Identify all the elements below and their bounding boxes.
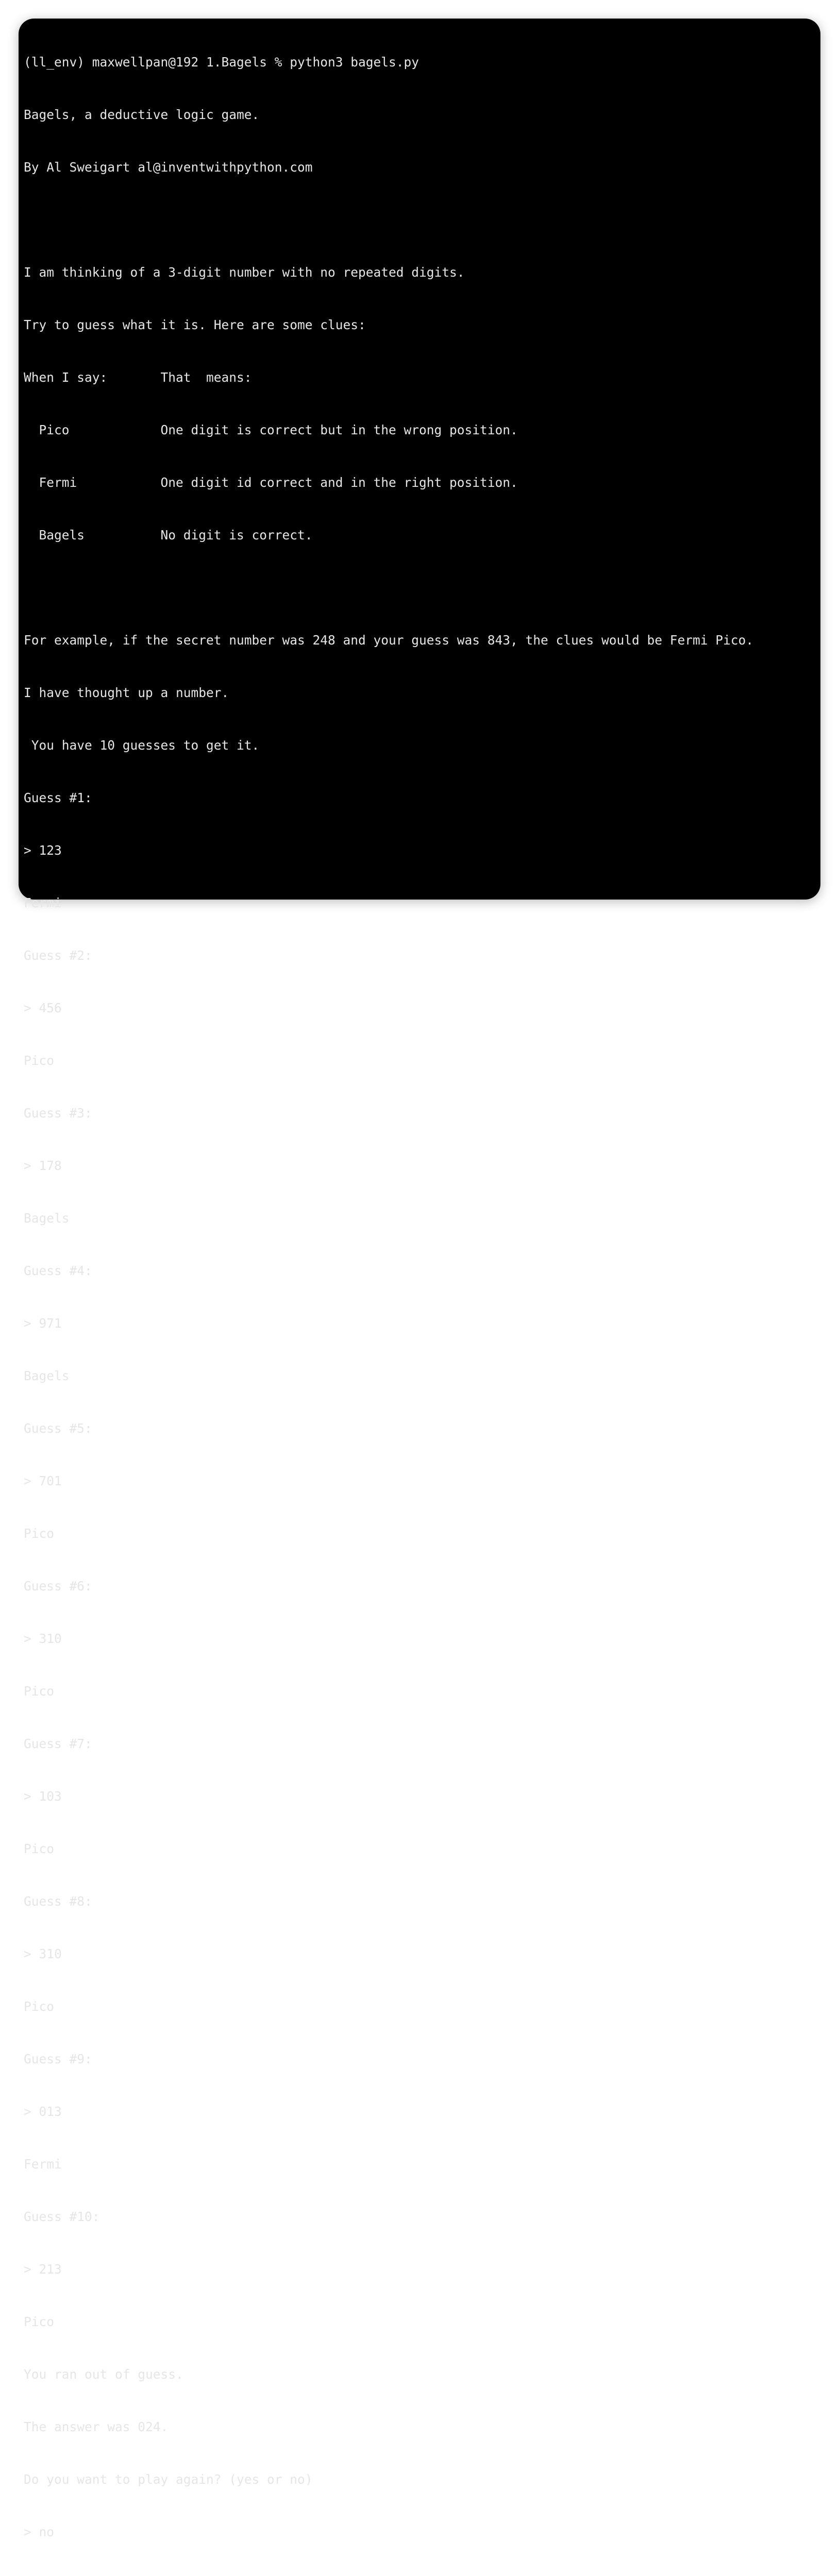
terminal-line	[24, 211, 815, 229]
terminal-line: You have 10 guesses to get it.	[24, 738, 260, 753]
terminal-line: > 310	[24, 1631, 62, 1646]
terminal-line: By Al Sweigart al@inventwithpython.com	[24, 160, 313, 175]
terminal-line: (ll_env) maxwellpan@192 1.Bagels % python3 bagels.py	[24, 55, 420, 70]
terminal-line: Fermi One digit id correct and in the right position.	[24, 475, 518, 490]
terminal-line: Bagels No digit is correct.	[24, 528, 313, 543]
terminal-line: For example, if the secret number was 248 and your guess was 843, the clues would be Fermi Pico.	[24, 633, 754, 648]
terminal-line: Guess #4:	[24, 1263, 92, 1278]
terminal-line: Fermi	[24, 2157, 62, 2172]
terminal-line: Do you want to play again? (yes or no)	[24, 2472, 313, 2487]
terminal-line: > 013	[24, 2104, 62, 2119]
terminal-line: Pico	[24, 1684, 55, 1699]
terminal-line: Pico	[24, 1841, 55, 1856]
terminal-line: Guess #9:	[24, 2052, 92, 2066]
terminal-line: I have thought up a number.	[24, 685, 229, 700]
terminal-window	[19, 19, 820, 2539]
terminal-line: Bagels, a deductive logic game.	[24, 107, 260, 122]
terminal-line: You ran out of guess.	[24, 2367, 183, 2382]
terminal-line: Pico	[24, 1999, 55, 2014]
terminal-line: Bagels	[24, 1368, 70, 1383]
terminal-line: Bagels	[24, 1211, 70, 1226]
terminal-line: > 971	[24, 1316, 62, 1331]
terminal-line: Guess #8:	[24, 1894, 92, 1909]
terminal-line: Guess #7:	[24, 1736, 92, 1751]
terminal-line: Pico	[24, 1526, 55, 1541]
terminal-line: > 310	[24, 1946, 62, 1961]
terminal-line: Guess #6:	[24, 1579, 92, 1594]
terminal-line: Guess #5:	[24, 1421, 92, 1436]
terminal-line: Try to guess what it is. Here are some clues:	[24, 317, 366, 332]
terminal-line: Guess #1:	[24, 790, 92, 805]
terminal-line: > 701	[24, 1473, 62, 1488]
terminal-line	[24, 579, 815, 597]
terminal-line: Guess #10:	[24, 2209, 100, 2224]
terminal-line: Pico	[24, 2314, 55, 2329]
terminal-line: > 456	[24, 1001, 62, 1015]
terminal-line: When I say: That means:	[24, 370, 252, 385]
terminal-line: The answer was 024.	[24, 2419, 169, 2434]
terminal-output[interactable]	[24, 19, 815, 2539]
terminal-line: > no	[24, 2524, 55, 2539]
terminal-line: Pico One digit is correct but in the wrong position.	[24, 422, 518, 437]
terminal-line: > 103	[24, 1789, 62, 1804]
terminal-line: I am thinking of a 3-digit number with no repeated digits.	[24, 265, 465, 280]
terminal-line: > 178	[24, 1158, 62, 1173]
terminal-line: Guess #3:	[24, 1106, 92, 1121]
terminal-line: Guess #2:	[24, 948, 92, 963]
terminal-line: > 123	[24, 843, 62, 858]
terminal-line: Fermi	[24, 895, 62, 910]
terminal-line: Pico	[24, 1053, 55, 1068]
terminal-line: > 213	[24, 2262, 62, 2277]
